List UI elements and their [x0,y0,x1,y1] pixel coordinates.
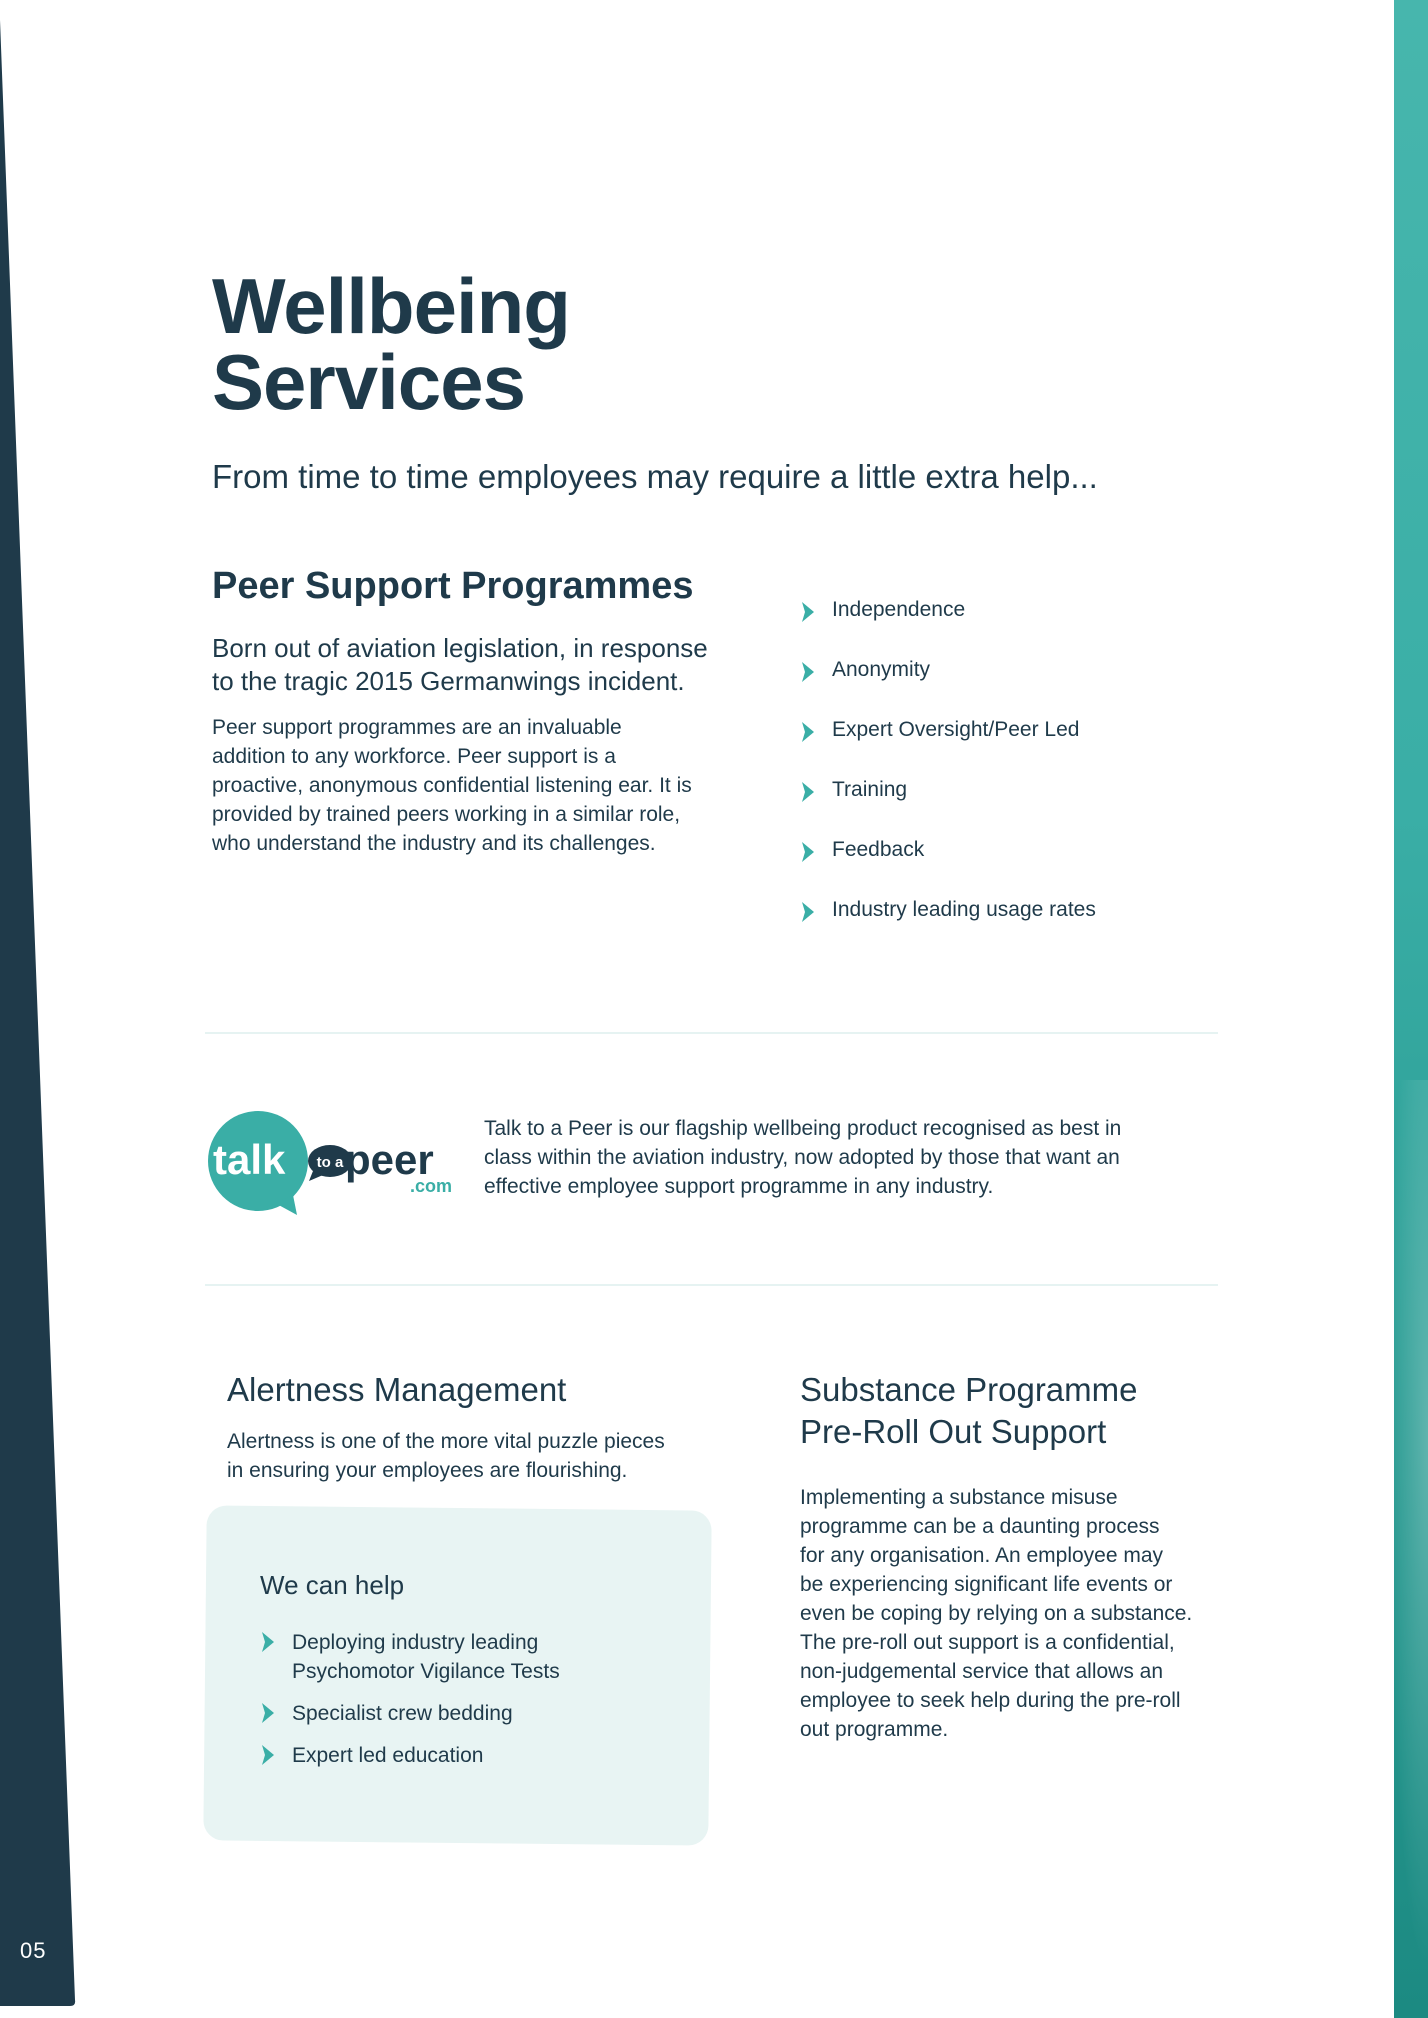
list-item: Anonymity [800,658,1096,718]
right-decorative-band [1394,0,1428,2018]
section-divider [205,1032,1218,1034]
list-item: Feedback [800,838,1096,898]
list-item: Specialist crew bedding [260,1699,560,1728]
svg-text:to a: to a [316,1154,344,1171]
list-item: Training [800,778,1096,838]
chevron-right-icon [800,902,816,922]
svg-text:talk: talk [213,1136,286,1183]
section-divider [205,1284,1218,1286]
chevron-right-icon [260,1745,276,1765]
chevron-right-icon [800,722,816,742]
substance-heading: Substance Programme Pre-Roll Out Support [800,1371,1138,1450]
list-item: Industry leading usage rates [800,898,1096,958]
page-number: 05 [20,1938,47,1963]
substance-body: Implementing a substance misuse programme can be a daunting process for any organisation. An employee may be experiencing significant life events or even be coping by relying on a substance. The pre-roll out support is a confidential, non-judgemental service that allows an employee to seek help during the pre-roll out programme. [800,1486,1193,1741]
peer-support-heading: Peer Support Programmes [212,565,694,607]
chevron-right-icon [800,842,816,862]
svg-text:peer: peer [345,1136,434,1183]
chevron-right-icon [260,1703,276,1723]
chevron-right-icon [800,602,816,622]
peer-support-body: Peer support programmes are an invaluable addition to any workforce. Peer support is a proactive, anonymous confidential listening ear. It is provided by trained peers working in a similar role, who understand the industry and its challenges. [212,716,692,855]
page-subtitle: From time to time employees may require a little extra help... [212,458,1098,495]
peer-support-lead: Born out of aviation legislation, in response to the tragic 2015 Germanwings incident. [212,633,708,696]
talk-to-a-peer-description: Talk to a Peer is our flagship wellbeing product recognised as best in class within the aviation industry, now adopted by those that want an effective employee support programme in any industry. [484,1117,1122,1198]
alertness-body: Alertness is one of the more vital puzzle pieces in ensuring your employees are flourishing. [227,1430,665,1482]
svg-text:.com: .com [409,1176,452,1196]
help-list [260,1628,560,1783]
alertness-heading: Alertness Management [227,1371,567,1408]
chevron-right-icon [800,782,816,802]
list-item: Expert Oversight/Peer Led [800,718,1096,778]
help-box-title: We can help [260,1570,405,1600]
chevron-right-icon [800,662,816,682]
page-title: Wellbeing Services [212,262,570,426]
list-item: Expert led education [260,1741,560,1770]
list-item: Deploying industry leading Psychomotor Vigilance Tests [260,1628,560,1686]
chevron-right-icon [260,1632,276,1652]
talk-to-a-peer-logo [205,1105,465,1215]
left-decorative-band [0,0,80,2018]
list-item: Independence [800,598,1096,658]
peer-support-feature-list [800,598,1096,958]
